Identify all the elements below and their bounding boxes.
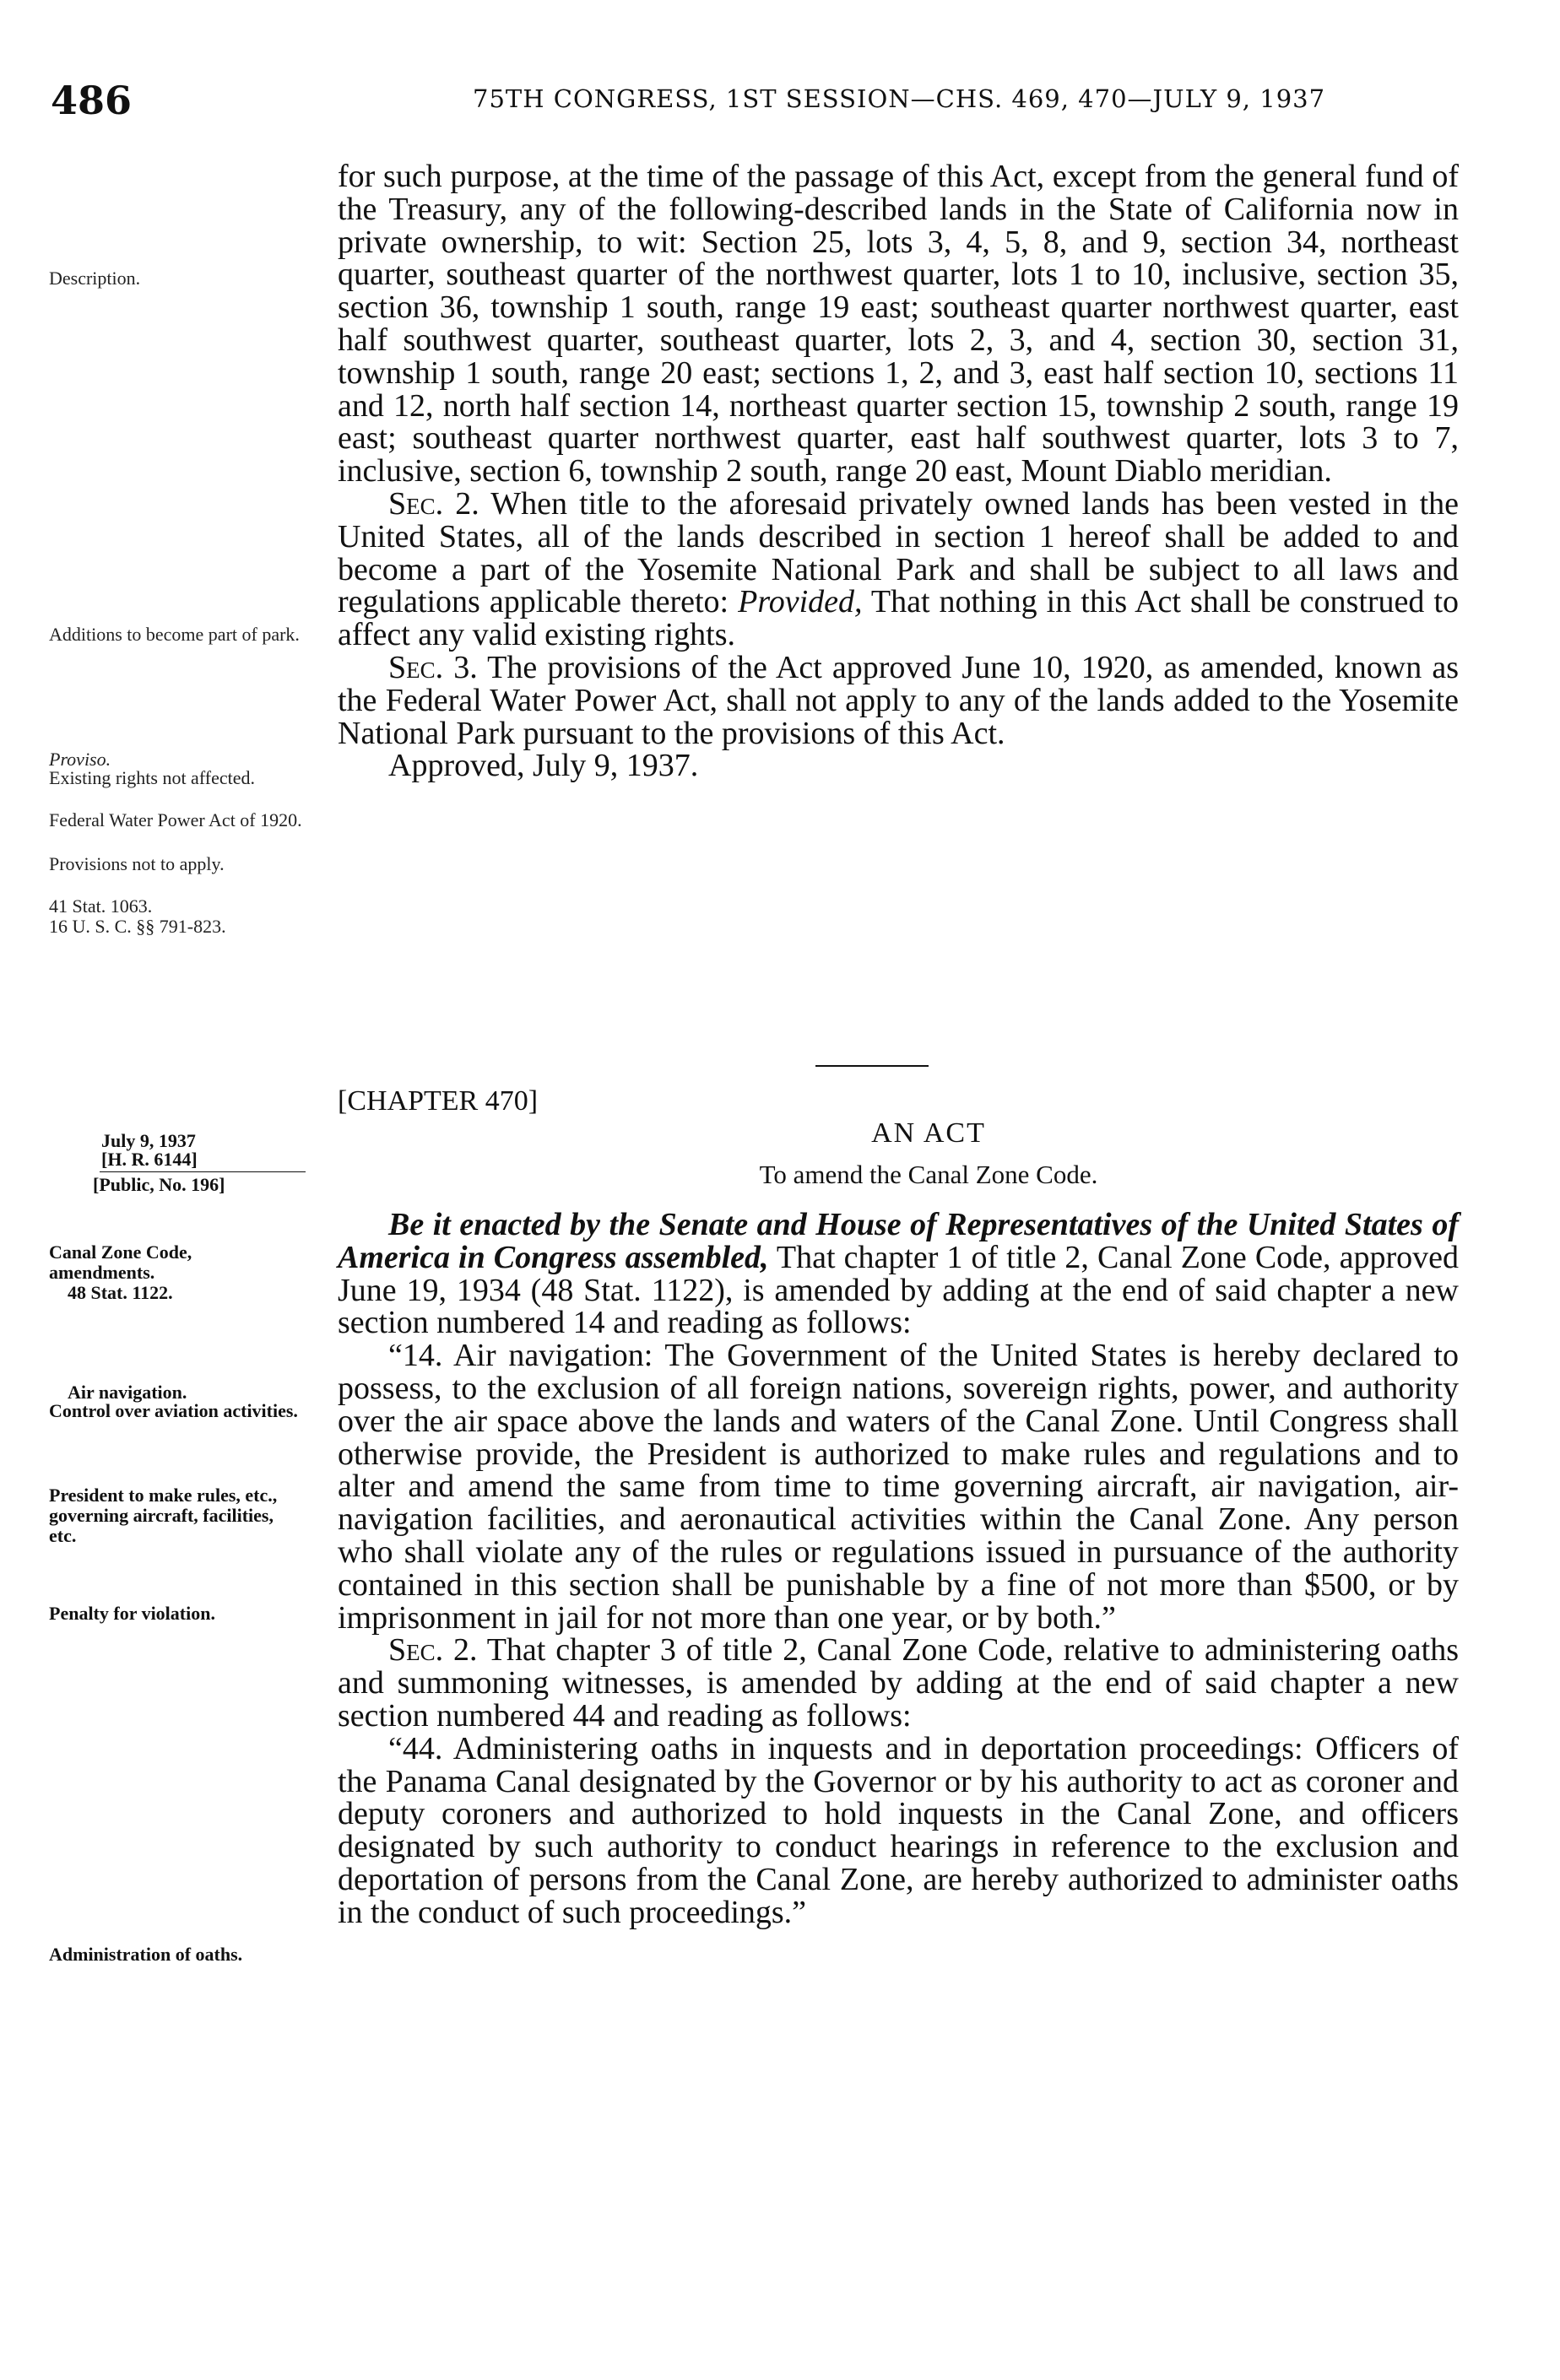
margin-note-existing-rights: Existing rights not affected.: [49, 767, 255, 788]
margin-note-public-no: [Public, No. 196]: [93, 1174, 225, 1195]
paragraph-section-2: Sec. 2. When title to the aforesaid privately owned lands has been vested in the United States, all of the lands described in section 1 hereof shall be added to and become a part of the Yosemite National Park and shall be subject to all laws and regulations applicable thereto: Provided, That nothing in this Act shall be construed to affect any valid existing rights.: [338, 485, 1459, 653]
paragraph-section-3: Sec. 3. The provisions of the Act approved June 10, 1920, as amended, known as the Federal Water Power Act, shall not apply to any of the lands added to the Yosemite National Park pursuant to the provisions of this Act.: [338, 649, 1459, 751]
act-469-body: [338, 160, 1459, 782]
margin-note-president-rules: President to make rules, etc., governing aircraft, facilities, etc.: [49, 1485, 278, 1546]
margin-note-stat-48: 48 Stat. 1122.: [68, 1282, 173, 1303]
act-separator: [815, 1065, 929, 1067]
margin-note-hr: [H. R. 6144]: [101, 1149, 198, 1170]
section-14-text: “14. Air navigation: The Government of the United States is hereby declared to possess, to the exclusion of all foreign nations, sovereign rights, power, and authority over the air space above the lands and waters of the Canal Zone. Until Congress shall otherwise provide, the President is authorized to make rules and regulations and to alter and amend the same from time to time governing aircraft, air navigation, air-navigation facilities, and aeronautical activities within the Canal Zone. Any person who shall violate any of the rules or regulations issued in pursuance of the authority contained in this section shall be punishable by a fine of not more than $500, or by imprisonment in jail for not more than one year, or by both.”: [338, 1338, 1459, 1636]
running-head: 75TH CONGRESS, 1ST SESSION—CHS. 469, 470—JULY 9, 1937: [473, 84, 1326, 113]
chapter-heading: [CHAPTER 470]: [338, 1085, 539, 1117]
approval-line: Approved, July 9, 1937.: [388, 748, 699, 784]
margin-divider: [100, 1171, 306, 1172]
act-title: AN ACT: [871, 1117, 986, 1149]
enacting-clause: Be it enacted by the Senate and House of Representatives of the United States of America in Congress assembled, That chapter 1 of title 2, Canal Zone Code, approved June 19, 1934 (48 Stat. 1122), is amended by adding at the end of said chapter a new section numbered 14 and reading as follows:: [338, 1207, 1459, 1341]
margin-note-provisions-not-apply: Provisions not to apply.: [49, 853, 225, 874]
paragraph-section-2-canal: Sec. 2. That chapter 3 of title 2, Canal Zone Code, relative to administering oaths and summoning witnesses, is amended by adding at the end of said chapter a new section numbered 44 and reading as follows:: [338, 1632, 1459, 1734]
margin-note-usc-16: 16 U. S. C. §§ 791-823.: [49, 916, 226, 937]
margin-note-stat-41: 41 Stat. 1063.: [49, 895, 153, 917]
act-subtitle: To amend the Canal Zone Code.: [759, 1160, 1098, 1189]
paragraph-section-1-continued: for such purpose, at the time of the passage of this Act, except from the general fund of the Treasury, any of the following-described lands in the State of California now in private ownership, to wit: Section 25, lots 3, 4, 5, 8, and 9, section 34, northeast quarter, southeast quarter of the northwest quarter, lots 1 to 10, inclusive, section 35, section 36, township 1 south, range 19 east; southeast quarter northwest quarter, east half southwest quarter, southeast quarter, lots 2, 3, and 4, section 30, section 31, township 1 south, range 20 east; sections 1, 2, and 3, east half section 10, sections 11 and 12, north half section 14, northeast quarter section 15, township 2 south, range 19 east; southeast quarter northwest quarter, east half southwest quarter, lots 3 to 7, inclusive, section 6, township 2 south, range 20 east, Mount Diablo meridian.: [338, 159, 1459, 490]
provided-term: Provided,: [738, 584, 863, 620]
margin-note-canal-zone-code: Canal Zone Code, amendments.: [49, 1241, 192, 1283]
margin-note-air-navigation: Air navigation.: [68, 1382, 187, 1403]
margin-note-penalty: Penalty for violation.: [49, 1603, 215, 1624]
margin-note-description: Description.: [49, 268, 141, 289]
section-44-text: “44. Administering oaths in inquests and in deportation proceedings: Officers of the Panama Canal designated by the Governor or by his authority to act as coroner and deputy coroners and authorized to hold inquests in the Canal Zone, and officers designated by such authority to conduct hearings in reference to the exclusion and deportation of persons from the Canal Zone, are hereby authorized to administer oaths in the conduct of such proceedings.”: [338, 1730, 1459, 1930]
act-470-body: [338, 1209, 1459, 1929]
section-label: Sec. 2.: [388, 1632, 478, 1669]
section-label: Sec. 2.: [388, 485, 479, 522]
margin-note-date: July 9, 1937: [101, 1130, 196, 1151]
margin-note-proviso: Proviso.: [49, 749, 111, 770]
margin-note-control-aviation: Control over aviation activities.: [49, 1400, 298, 1421]
page-header: [51, 78, 1486, 128]
margin-note-additions: Additions to become part of park.: [49, 624, 300, 645]
margin-note-administration-oaths: Administration of oaths.: [49, 1944, 243, 1965]
section-label: Sec. 3.: [388, 649, 478, 685]
page-number: 486: [51, 78, 133, 123]
margin-note-federal-water: Federal Water Power Act of 1920.: [49, 809, 302, 830]
